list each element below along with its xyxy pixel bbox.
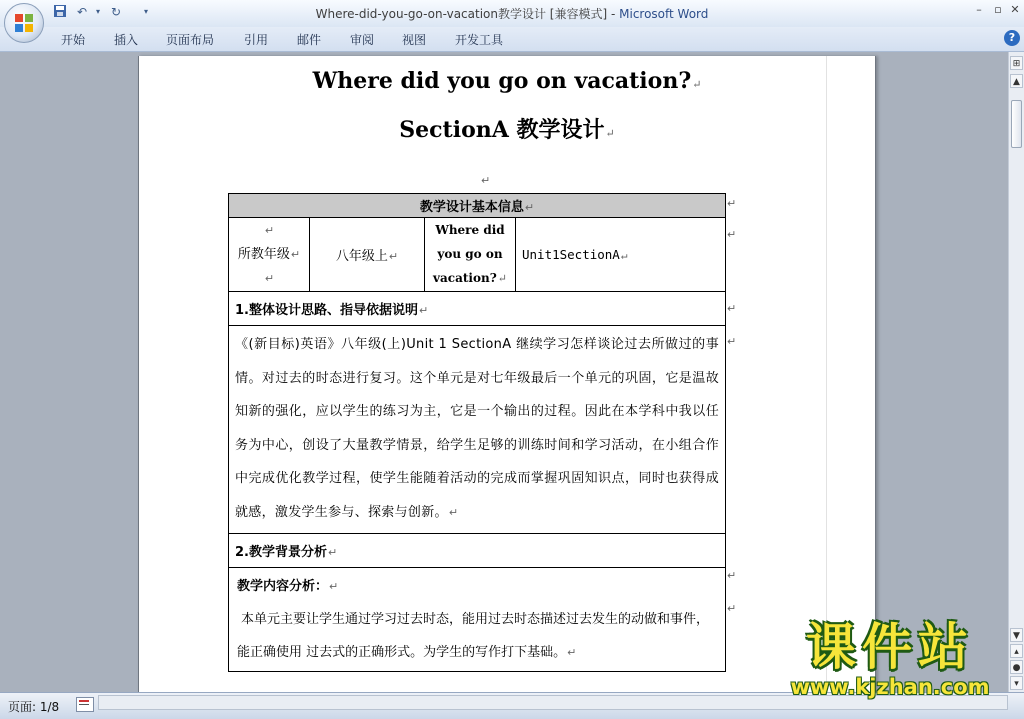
select-browse-object-icon[interactable]: ● bbox=[1010, 660, 1023, 674]
section2-title-cell: 2.教学背景分析↵ bbox=[229, 534, 726, 568]
row-end-mark: ↵ bbox=[727, 569, 737, 582]
grade-value: 八年级上 bbox=[335, 249, 388, 264]
tab-developer[interactable]: 开发工具 bbox=[455, 33, 504, 47]
margin-guide bbox=[826, 56, 827, 692]
row-end-mark: ↵ bbox=[727, 602, 737, 615]
restore-icon[interactable]: ▫ bbox=[994, 3, 1002, 16]
office-logo-icon bbox=[15, 14, 33, 32]
watermark-url: www.kjzhan.com bbox=[790, 675, 990, 699]
minimize-icon[interactable]: – bbox=[976, 3, 982, 16]
help-icon[interactable]: ? bbox=[1004, 30, 1020, 46]
row-end-mark: ↵ bbox=[727, 197, 737, 210]
site-watermark bbox=[770, 618, 1010, 698]
section1-title: 1.整体设计思路、指导依据说明 bbox=[235, 303, 418, 318]
tab-home[interactable]: 开始 bbox=[61, 33, 86, 47]
doc-title-line1: Where did you go on vacation?↵ bbox=[312, 68, 702, 94]
grade-value-cell: 八年级上↵ bbox=[310, 218, 425, 292]
unit-value: Unit1SectionA bbox=[522, 247, 620, 262]
undo-icon[interactable]: ↶ bbox=[76, 5, 88, 19]
customize-toolbar-icon[interactable]: ▾ bbox=[143, 7, 148, 16]
doc-title-line2: SectionA 教学设计↵ bbox=[399, 117, 615, 143]
tab-references[interactable]: 引用 bbox=[244, 33, 269, 47]
undo-dropdown-icon[interactable]: ▾ bbox=[95, 7, 100, 16]
office-button[interactable] bbox=[4, 3, 44, 43]
title-line2-text: SectionA 教学设计 bbox=[399, 117, 605, 143]
lesson-title-line2: you go on bbox=[437, 247, 503, 261]
page-count[interactable]: 页面: 1/8 bbox=[8, 700, 60, 714]
content-analysis-text: 本单元主要让学生通过学习过去时态，能用过去时态描述过去发生的动做和事件，能正确使用 过去式的正确形式。为学生的写作打下基础。 bbox=[237, 612, 710, 660]
content-analysis-cell: 教学内容分析：↵ 本单元主要让学生通过学习过去时态，能用过去时态描述过去发生的动做和事件，能正确使用 过去式的正确形式。为学生的写作打下基础。↵ bbox=[229, 568, 726, 672]
redo-icon[interactable]: ↻ bbox=[110, 5, 122, 19]
tab-page-layout[interactable]: 页面布局 bbox=[166, 33, 215, 47]
grade-label-cell: ↵ 所教年级↵ ↵ bbox=[229, 218, 310, 292]
lesson-title-line1: Where did bbox=[435, 223, 505, 237]
paragraph-mark: ↵ bbox=[481, 174, 491, 187]
tab-review[interactable]: 审阅 bbox=[350, 33, 375, 47]
scroll-down-icon[interactable]: ▼ bbox=[1010, 628, 1023, 642]
unit-cell: Unit1SectionA↵ bbox=[516, 218, 726, 292]
row-end-mark: ↵ bbox=[727, 302, 737, 315]
scroll-thumb[interactable] bbox=[1011, 100, 1022, 148]
watermark-brand: 课件站 bbox=[806, 618, 974, 676]
tab-mailings[interactable]: 邮件 bbox=[297, 33, 322, 47]
vertical-scrollbar[interactable] bbox=[1008, 52, 1024, 692]
row-end-mark: ↵ bbox=[727, 228, 737, 241]
section1-body-cell: 《(新目标)英语》八年级(上)Unit 1 SectionA 继续学习怎样谈论过去所做过的事情。对过去的时态进行复习。这个单元是对七年级最后一个单元的巩固，它是温故知新的强化，应以学生的练习为主，它是一个输出的过程。因此在本学科中我以任务为中心，创设了大量教学情景，给学生足够的训练时间和学习活动，在小组合作中完成优化教学过程，使学生能随着活动的完成而掌握巩固知识点，同时也获得成就感，激发学生参与、探索与创新。↵ bbox=[229, 326, 726, 534]
section1-text: 《(新目标)英语》八年级(上)Unit 1 SectionA 继续学习怎样谈论过去所做过的事情。对过去的时态进行复习。这个单元是对七年级最后一个单元的巩固，它是温故知新的强化，应以学生的练习为主，它是一个输出的过程。因此在本学科中我以任务为中心，创设了大量教学情景，给学生足够的训练时间和学习活动，在小组合作中完成优化教学过程，使学生能随着活动的完成而掌握巩固知识点，同时也获得成就感，激发学生参与、探索与创新。 bbox=[235, 337, 719, 520]
ruler-toggle-icon[interactable]: ⊞ bbox=[1010, 56, 1023, 70]
scroll-up-icon[interactable]: ▲ bbox=[1010, 74, 1023, 88]
next-page-icon[interactable]: ▾ bbox=[1010, 676, 1023, 690]
proofing-icon[interactable] bbox=[76, 697, 94, 712]
lesson-title-line3: vacation? bbox=[433, 271, 497, 285]
section2-title: 2.教学背景分析 bbox=[235, 545, 327, 560]
document-page[interactable] bbox=[138, 56, 876, 692]
ribbon-tabs bbox=[0, 27, 1024, 52]
title-bar bbox=[0, 0, 1024, 27]
table-header: 教学设计基本信息↵ bbox=[229, 194, 726, 218]
content-analysis-label: 教学内容分析： bbox=[237, 579, 329, 594]
app-name: Microsoft Word bbox=[619, 7, 709, 21]
document-area bbox=[0, 52, 1008, 692]
close-icon[interactable]: ✕ bbox=[1010, 3, 1020, 16]
row-end-mark: ↵ bbox=[727, 335, 737, 348]
grade-label: 所教年级 bbox=[237, 246, 290, 262]
lesson-info-table bbox=[228, 193, 726, 672]
window-title bbox=[0, 5, 1024, 22]
previous-page-icon[interactable]: ▴ bbox=[1010, 644, 1023, 658]
table-header-text: 教学设计基本信息 bbox=[419, 200, 524, 215]
section1-title-cell: 1.整体设计思路、指导依据说明↵ bbox=[229, 292, 726, 326]
document-name: Where-did-you-go-on-vacation教学设计 [兼容模式] - bbox=[315, 7, 620, 21]
lesson-title-cell: Where did you go on vacation?↵ bbox=[425, 218, 516, 292]
title-line1-text: Where did you go on vacation? bbox=[312, 68, 692, 94]
tab-insert[interactable]: 插入 bbox=[114, 33, 139, 47]
tab-view[interactable]: 视图 bbox=[402, 33, 427, 47]
